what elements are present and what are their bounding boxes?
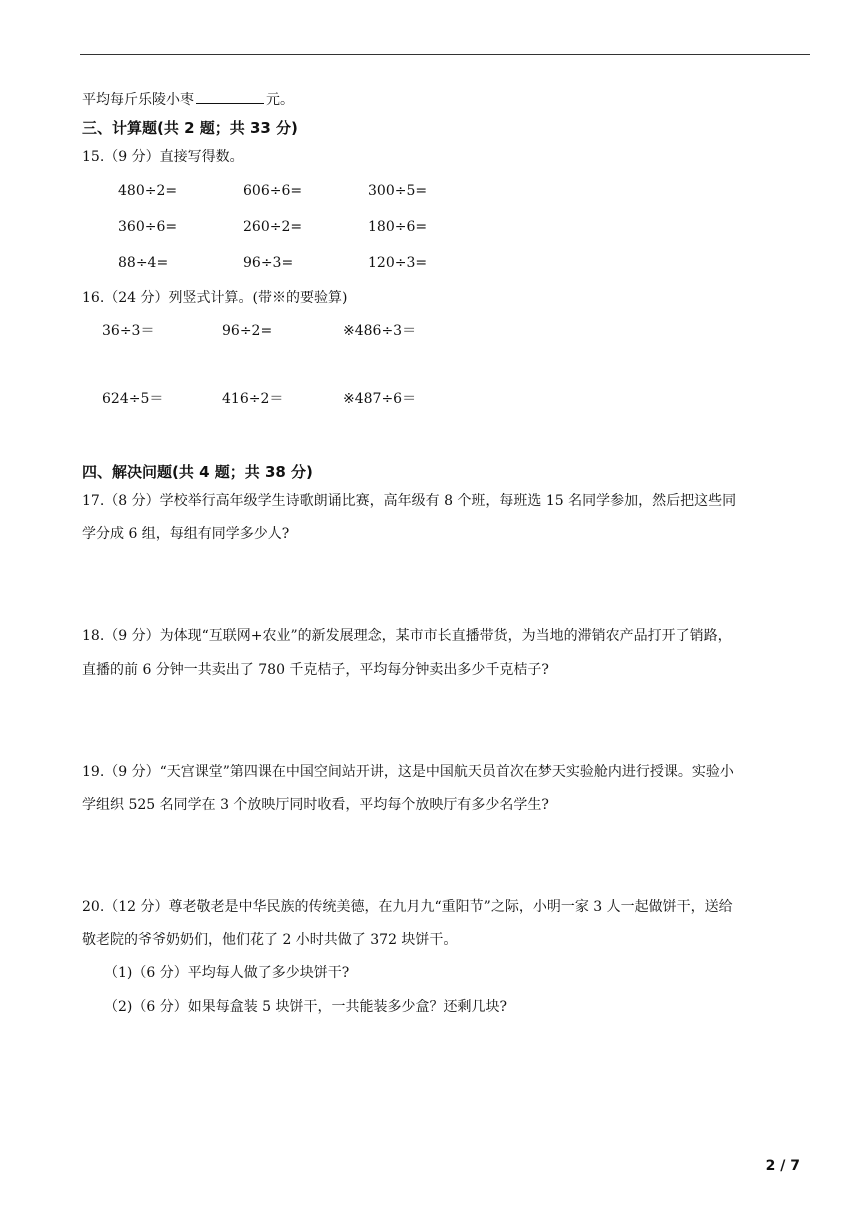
q16-item: ※486÷3＝ bbox=[343, 323, 417, 339]
q15-item: 300÷5= bbox=[368, 183, 428, 199]
q15-stem: 15.（9 分）直接写得数。 bbox=[82, 149, 244, 165]
q20-sub1: （1)（6 分）平均每人做了多少块饼干? bbox=[104, 965, 350, 981]
q15-item: 180÷6= bbox=[368, 219, 428, 235]
section4-title: 四、解决问题(共 4 题；共 38 分) bbox=[82, 463, 313, 481]
q20-sub2: （2)（6 分）如果每盒装 5 块饼干，一共能装多少盒？还剩几块? bbox=[104, 999, 508, 1015]
section3-title: 三、计算题(共 2 题；共 33 分) bbox=[82, 119, 298, 137]
q14-continuation bbox=[82, 89, 294, 110]
q15-item: 360÷6= bbox=[118, 219, 178, 235]
q16-item: ※487÷6＝ bbox=[343, 391, 417, 407]
q20-line2: 敬老院的爷爷奶奶们，他们花了 2 小时共做了 372 块饼干。 bbox=[82, 932, 458, 948]
q15-item: 606÷6= bbox=[243, 183, 303, 199]
header-rule bbox=[80, 54, 810, 55]
q17-line1: 17.（8 分）学校举行高年级学生诗歌朗诵比赛，高年级有 8 个班，每班选 15 名同学参加，然后把这些同 bbox=[82, 493, 737, 509]
q16-item: 624÷5＝ bbox=[102, 391, 164, 407]
q14-text-pre: 平均每斤乐陵小枣 bbox=[82, 92, 194, 108]
q18-line1: 18.（9 分）为体现“互联网+农业”的新发展理念，某市市长直播带货，为当地的滞销农产品打开了销路， bbox=[82, 628, 732, 644]
q15-item: 96÷3= bbox=[243, 255, 294, 271]
q16-item: 36÷3＝ bbox=[102, 323, 155, 339]
q14-text-post: 元。 bbox=[266, 92, 294, 108]
page-number: 2 / 7 bbox=[765, 1158, 800, 1174]
q15-item: 120÷3= bbox=[368, 255, 428, 271]
q19-line1: 19.（9 分）“天宫课堂”第四课在中国空间站开讲，这是中国航天员首次在梦天实验舱内进行授课。实验小 bbox=[82, 764, 734, 780]
answer-blank bbox=[196, 89, 264, 104]
q16-item: 416÷2＝ bbox=[222, 391, 284, 407]
q15-item: 88÷4= bbox=[118, 255, 169, 271]
q17-line2: 学分成 6 组，每组有同学多少人? bbox=[82, 526, 290, 542]
q16-stem: 16.（24 分）列竖式计算。(带※的要验算) bbox=[82, 290, 348, 306]
q19-line2: 学组织 525 名同学在 3 个放映厅同时收看，平均每个放映厅有多少名学生? bbox=[82, 797, 549, 813]
q20-line1: 20.（12 分）尊老敬老是中华民族的传统美德，在九月九“重阳节”之际，小明一家 3 人一起做饼干，送给 bbox=[82, 899, 733, 915]
q15-item: 260÷2= bbox=[243, 219, 303, 235]
q18-line2: 直播的前 6 分钟一共卖出了 780 千克桔子，平均每分钟卖出多少千克桔子? bbox=[82, 662, 549, 678]
q16-item: 96÷2= bbox=[222, 323, 273, 339]
q15-item: 480÷2= bbox=[118, 183, 178, 199]
